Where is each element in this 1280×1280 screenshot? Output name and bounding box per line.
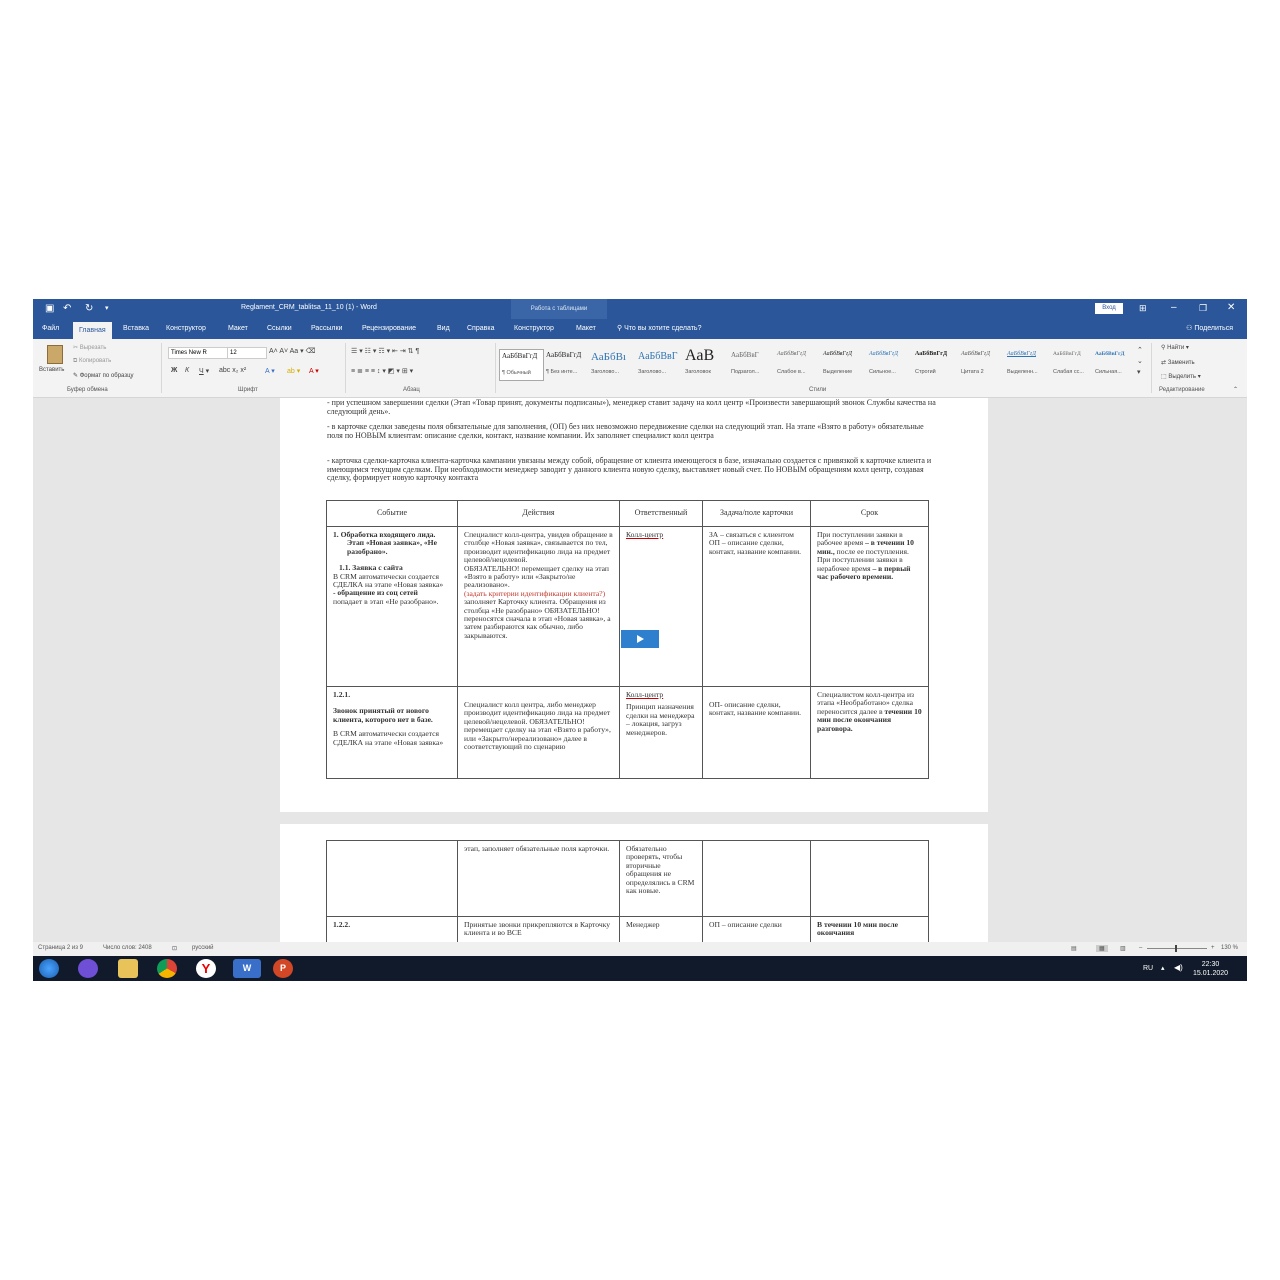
font-group-label: Шрифт — [238, 387, 258, 393]
proofing-icon[interactable]: ⊡ — [172, 946, 178, 952]
table-cell[interactable] — [458, 687, 620, 779]
table-header: Срок — [811, 501, 929, 527]
format-painter-button[interactable]: ✎ Формат по образцу — [73, 373, 134, 379]
event-subtitle: 1.1. Заявка с сайта — [339, 563, 403, 573]
share-button[interactable] — [1186, 324, 1233, 332]
paragraph: - карточка сделки-карточка клиента-карточка кампании увязаны между собой, обращение от клиента имеющегося в базе, изначально создается с привязкой к карточке клиента и имеющимся текущим сделкам. При необходимости менеджер заводит у данного клиента новую сделку, выставляет новый счет. По НОВЫМ обращениям колл центр, создавая сделку, формирует новую карточку контакта — [327, 456, 932, 482]
zoom-in-icon[interactable]: + — [1211, 945, 1215, 951]
tab-table-design[interactable]: Конструктор — [514, 325, 554, 332]
style-preview: АаБбВвГгД — [1095, 351, 1125, 357]
tab-insert[interactable]: Вставка — [123, 325, 150, 332]
table-cell[interactable] — [620, 917, 703, 943]
italic-icon[interactable]: К — [185, 367, 190, 374]
deadline-text: Специалистом колл-центра из этапа «Необработано» сделка переносится далее в — [817, 690, 915, 716]
tab-review[interactable]: Рецензирование — [362, 325, 417, 332]
row-number: 1.2.1. — [333, 690, 351, 699]
table-cell[interactable] — [811, 841, 929, 917]
page-count[interactable]: Страница 2 из 9 — [38, 945, 83, 951]
font-size-value: 12 — [230, 350, 237, 356]
grow-font-icon[interactable]: A˄ A˅ Aa ▾ ⌫ — [269, 348, 316, 355]
system-clock[interactable] — [1193, 960, 1228, 978]
table-cell[interactable] — [620, 687, 703, 779]
style-subtle-reference[interactable] — [1051, 349, 1091, 379]
style-preview: АаБбВвГгД — [823, 351, 852, 357]
ribbon-tabs — [33, 319, 1247, 339]
zoom-level[interactable]: 130 % — [1221, 945, 1239, 951]
style-preview: АаВ — [685, 347, 715, 364]
replace-label: Заменить — [1167, 360, 1195, 366]
style-name: Заголовок — [685, 369, 711, 375]
style-name: Слабое в... — [777, 369, 806, 375]
volume-icon[interactable]: ◀) — [1174, 963, 1183, 972]
style-preview: АаБбВвГгД — [869, 351, 898, 357]
word-icon[interactable]: W — [233, 959, 261, 978]
tab-references[interactable]: Ссылки — [267, 325, 292, 332]
responsible-text: Колл-центр — [626, 530, 664, 539]
table-cell[interactable] — [811, 687, 929, 779]
action-text: заполняет Карточку клиента. Обращения из столбца «Не разобрано» ОБЯЗАТЕЛЬНО! переносятся сначала в этап «Новая заявка», а затем разбираются как обычно, либо закрываются. — [464, 597, 611, 640]
web-layout-icon[interactable]: ▥ — [1120, 946, 1126, 952]
action-text: этап, заполняет обязательные поля карточки. — [464, 844, 610, 853]
deadline-bold: течении 10 мин после окончания разговора. — [817, 706, 922, 733]
select-button[interactable]: ⬚ Выделить ▾ — [1161, 374, 1201, 380]
paste-label: Вставить — [39, 367, 65, 373]
paragraph: - в карточке сделки заведены поля обязательные для заполнения, (ОП) без них невозможно передвижение сделки на следующий этап. На этапе «Взято в работу» обязательные поля по НОВЫМ клиентам: описание сделки, контакт, название компании. Их заполняет специалист колл центра — [327, 422, 924, 440]
table-header: Задача/поле карточки — [703, 501, 811, 527]
table-header: Действия — [458, 501, 620, 527]
table-cell[interactable] — [327, 841, 458, 917]
underline-icon[interactable]: Ч ▾ — [199, 368, 210, 375]
cut-button[interactable]: ✂ Вырезать — [73, 345, 107, 351]
format-painter-label: Формат по образцу — [79, 373, 134, 379]
read-mode-icon[interactable]: ▤ — [1071, 946, 1077, 952]
event-text: - обращение из соц сетей — [333, 588, 418, 598]
document-title: Reglament_CRM_tablitsa_11_10 (1) - Word — [241, 304, 377, 311]
word-window — [33, 299, 1247, 981]
deadline-bold: – в течении 10 мин., — [817, 538, 914, 556]
table-cell[interactable] — [811, 527, 929, 687]
minimize-button[interactable]: – — [1171, 302, 1177, 313]
style-preview: АаБбВвГгД — [546, 351, 582, 359]
table-cell[interactable] — [458, 917, 620, 943]
table-cell[interactable] — [811, 917, 929, 943]
document-area[interactable] — [33, 398, 1247, 942]
sign-in-button[interactable]: Вход — [1095, 303, 1123, 314]
table-row — [327, 687, 929, 779]
clipboard-group-label: Буфер обмена — [67, 387, 108, 393]
replace-icon: ⇄ — [1161, 360, 1168, 366]
style-subtle-emphasis[interactable] — [775, 349, 819, 379]
responsible-text: Обязательно проверять, чтобы вторичные обращения не определялись в CRM как новые. — [626, 844, 695, 896]
style-name: Выделение — [823, 369, 853, 375]
title-bar — [33, 299, 1247, 319]
font-color-icon[interactable]: A ▾ — [309, 368, 319, 375]
table-cell[interactable] — [458, 527, 620, 687]
style-preview: АаБбВвГ — [731, 351, 759, 359]
text-effects-icon[interactable]: A ▾ — [265, 368, 275, 375]
document-page[interactable] — [280, 824, 988, 942]
alice-icon[interactable] — [78, 959, 98, 978]
tab-mailings[interactable]: Рассылки — [311, 325, 343, 332]
deadline-text: При поступлении заявки в рабочее время — [817, 530, 903, 548]
style-name: Заголово... — [638, 369, 667, 375]
select-label: Выделить — [1168, 374, 1197, 380]
style-preview: АаБбВвГ — [638, 351, 678, 362]
language-indicator[interactable]: русский — [192, 945, 214, 951]
table-row — [327, 917, 929, 943]
highlight-icon[interactable]: ab ▾ — [287, 368, 301, 375]
cut-label: Вырезать — [79, 345, 107, 351]
align-left-icon[interactable]: ≡ ≣ ≡ ≡ ↕ ▾ ◩ ▾ ⊞ ▾ — [351, 368, 414, 375]
table-cell[interactable] — [703, 917, 811, 943]
action-text: Специалист колл-центра, увидев обращение в столбце «Новая заявка», связывается по тел, производит идентификацию лида на предмет целевой/нецелевой. — [464, 530, 613, 565]
powerpoint-icon[interactable]: P — [273, 959, 293, 978]
responsible-text: Колл-центр — [626, 690, 664, 699]
table-header: Событие — [327, 501, 458, 527]
document-page[interactable] — [280, 398, 988, 812]
tab-help[interactable]: Справка — [467, 325, 495, 332]
responsible-text: Принцип назначения сделки на менеджера – локация, загруз менеджеров. — [626, 702, 695, 737]
status-bar — [33, 942, 1247, 956]
style-heading-1[interactable] — [589, 349, 634, 379]
style-name: Выделенн... — [1007, 369, 1038, 375]
bold-icon[interactable]: Ж — [171, 367, 178, 374]
paragraph-group-label: Абзац — [403, 387, 420, 393]
table-cell[interactable] — [327, 527, 458, 687]
redo-icon[interactable]: ↻ — [85, 303, 94, 314]
tray-arrow-icon[interactable]: ▴ — [1161, 965, 1165, 972]
taskbar — [33, 956, 1247, 981]
style-subtitle[interactable] — [729, 349, 773, 379]
save-icon[interactable]: ▣ — [45, 303, 55, 314]
font-size-select[interactable] — [227, 347, 267, 359]
find-button[interactable]: ⚲ Найти ▾ — [1161, 345, 1189, 351]
action-text: Принятые звонки прикрепляются в Карточку клиента и во ВСЕ — [464, 920, 611, 938]
print-layout-icon[interactable]: ▦ — [1096, 945, 1108, 952]
lightbulb-icon: ⚲ — [617, 325, 625, 332]
play-video-button[interactable] — [621, 630, 659, 648]
style-preview: АаБбВвГгД — [1053, 351, 1081, 357]
file-explorer-icon[interactable] — [118, 959, 138, 978]
customize-quick-access-icon[interactable]: ▾ — [105, 305, 109, 312]
zoom-out-icon[interactable]: – — [1139, 945, 1143, 951]
table-cell[interactable] — [327, 917, 458, 943]
event-text: В CRM автоматически создается СДЕЛКА на этапе «Новая заявка» — [333, 571, 444, 590]
replace-button[interactable] — [1161, 359, 1195, 366]
font-name-select[interactable] — [168, 347, 228, 359]
tab-view[interactable]: Вид — [437, 325, 450, 332]
style-no-spacing[interactable] — [544, 349, 587, 379]
style-intense-reference[interactable] — [1093, 349, 1133, 379]
regulation-table-continued[interactable] — [326, 840, 929, 942]
style-emphasis[interactable] — [821, 349, 865, 379]
table-cell[interactable] — [327, 687, 458, 779]
style-name: Строгий — [915, 369, 936, 375]
style-normal[interactable] — [499, 349, 544, 381]
style-name: Сильная... — [1095, 369, 1122, 375]
action-text: ОБЯЗАТЕЛЬНО! перемещает сделку на этап «Взято в работу» или «Закрыто/не реализовано». — [464, 563, 609, 590]
deadline-text: после ее поступления. При поступлении заявки в нерабочее время — [817, 546, 909, 573]
tab-layout[interactable]: Макет — [228, 325, 248, 332]
strikethrough-icon[interactable]: abc x₂ x² — [219, 367, 247, 374]
style-name: Слабая сс... — [1053, 369, 1084, 375]
style-heading-2[interactable] — [636, 349, 681, 379]
search-icon: ⚲ — [1161, 345, 1168, 351]
style-preview: АаБбВı — [591, 351, 626, 363]
style-title[interactable] — [683, 349, 727, 379]
table-cell[interactable] — [703, 841, 811, 917]
tab-file[interactable]: Файл — [42, 325, 60, 332]
table-cell[interactable] — [703, 687, 811, 779]
bullets-icon[interactable]: ☰ ▾ ☷ ▾ ☶ ▾ ⇤ ⇥ ⇅ ¶ — [351, 348, 420, 355]
tab-table-layout[interactable]: Макет — [576, 325, 596, 332]
table-header-row — [327, 501, 929, 527]
clock-date: 15.01.2020 — [1193, 970, 1229, 977]
undo-icon[interactable]: ↶ — [63, 303, 72, 314]
style-preview: АаБбВвГгД — [502, 352, 538, 360]
action-text: Специалист колл центра, либо менеджер производит идентификацию лида на предмет целевой/нецелевой. ОБЯЗАТЕЛЬНО! перемещает сделку на этап «Взято в работу», или «Закрыто/нереализовано» далее в соответствующий по сценарию — [464, 700, 611, 752]
style-name: Подзагол... — [731, 369, 760, 375]
table-cell[interactable] — [703, 527, 811, 687]
event-text: В CRM автоматически создается СДЕЛКА на этапе «Новая заявка» — [333, 729, 444, 747]
style-preview: АаБбВвГгД — [777, 351, 806, 357]
word-count[interactable]: Число слов: 2408 — [103, 945, 152, 951]
copy-label: Копировать — [78, 358, 112, 364]
styles-group-label: Стили — [809, 387, 827, 393]
zoom-slider-thumb[interactable] — [1175, 945, 1177, 952]
style-quote[interactable] — [959, 349, 1003, 379]
style-preview: АаБбВвГгД — [915, 351, 948, 357]
responsible-text: Менеджер — [626, 920, 660, 929]
styles-scroll-icon[interactable]: ⌃ ⌄ ▾ — [1137, 347, 1143, 376]
event-stage: Этап «Новая заявка», «Не разобрано». — [347, 538, 437, 556]
styles-gallery — [499, 341, 1135, 385]
input-language[interactable]: RU — [1143, 965, 1154, 972]
event-title: Звонок принятый от нового клиента, которого нет в базе. — [333, 706, 433, 724]
style-name: Цитата 2 — [961, 369, 984, 375]
ribbon — [33, 339, 1247, 398]
collapse-ribbon-icon[interactable]: ⌃ — [1233, 387, 1239, 393]
find-label: Найти — [1167, 345, 1185, 351]
row-number: 1.2.2. — [333, 920, 351, 929]
style-name: Заголово... — [591, 369, 620, 375]
table-tools-group-label: Работа с таблицами — [511, 299, 607, 319]
deadline-bold: – в первый час рабочего времени. — [817, 563, 911, 582]
style-name: Сильное... — [869, 369, 896, 375]
start-button-icon[interactable] — [39, 959, 59, 978]
tab-home[interactable]: Главная — [73, 322, 112, 339]
tab-design[interactable]: Конструктор — [166, 325, 206, 332]
close-button[interactable]: ✕ — [1227, 302, 1236, 313]
select-icon: ⬚ — [1161, 374, 1169, 380]
paste-icon — [47, 345, 63, 364]
copy-button[interactable]: ⧉ Копировать — [73, 358, 112, 364]
style-intense-emphasis[interactable] — [867, 349, 911, 379]
table-cell[interactable] — [620, 841, 703, 917]
editing-group-label: Редактирование — [1159, 387, 1205, 393]
action-note: (задать критерии идентификации клиента?) — [464, 588, 606, 598]
paragraph: - при успешном завершении сделки (Этап «Товар принят, документы подписаны»), менеджер ставит задачу на колл центр «Произвести завершающий звонок Службы качества на следующий день». — [327, 398, 936, 416]
zoom-slider[interactable] — [1147, 948, 1207, 949]
font-name-value: Times New R — [171, 350, 207, 356]
task-text: ОП – описание сделки — [709, 920, 782, 929]
restore-button[interactable]: ❐ — [1199, 303, 1208, 313]
style-preview: АаБбВвГгД — [961, 351, 990, 357]
ribbon-display-options-icon[interactable]: ⊞ — [1139, 303, 1147, 313]
table-row — [327, 527, 929, 687]
style-strong[interactable] — [913, 349, 957, 379]
person-icon: ⚇ — [1186, 325, 1195, 332]
style-preview: АаБбВвГгД — [1007, 351, 1036, 357]
table-cell[interactable] — [458, 841, 620, 917]
clock-time: 22:30 — [1201, 961, 1220, 968]
style-name: ¶ Без инте... — [546, 369, 578, 375]
task-text: ЗА – связаться с клиентом ОП – описание сделки, контакт, название компании. — [709, 530, 802, 556]
task-text: ОП- описание сделки, контакт, название компании. — [709, 700, 802, 718]
yandex-browser-icon[interactable]: Y — [196, 959, 216, 978]
chrome-icon[interactable] — [157, 959, 177, 978]
tell-me-label: Что вы хотите сделать? — [624, 325, 702, 332]
deadline-bold: В течении 10 мин после окончания — [817, 920, 899, 938]
style-name: ¶ Обычный — [502, 370, 531, 376]
tell-me-search[interactable] — [617, 324, 701, 332]
table-cell[interactable] — [620, 527, 703, 687]
event-text: попадает в этап «Не разобрано». — [333, 596, 439, 606]
paste-button[interactable] — [39, 343, 69, 381]
event-title: 1. Обработка входящего лида. — [333, 530, 436, 539]
share-label: Поделиться — [1194, 325, 1233, 332]
table-header: Ответственный — [620, 501, 703, 527]
style-intense-quote[interactable] — [1005, 349, 1049, 379]
table-row — [327, 841, 929, 917]
